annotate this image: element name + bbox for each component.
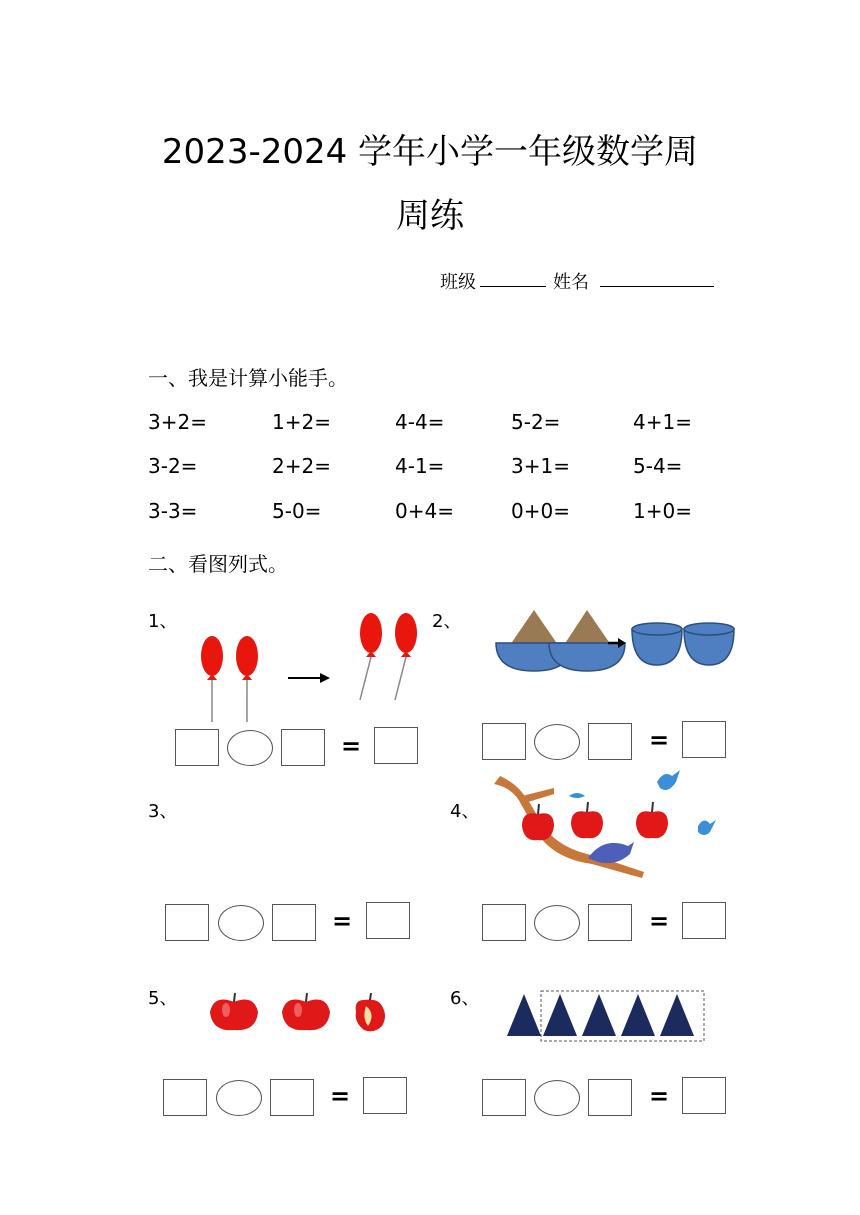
answer-box[interactable] [588,723,632,760]
bowl-icon [549,610,625,671]
bird-icon [569,793,585,798]
answer-box[interactable] [366,902,410,939]
answer-box[interactable] [482,1079,526,1116]
equals-sign: = [649,1082,670,1110]
answer-box[interactable] [682,721,726,758]
answer-box[interactable] [363,1077,407,1114]
equation-r1c5: 4+1= [633,410,692,434]
branch-icon [494,776,644,878]
problem6-number: 6、 [450,988,480,1009]
equation-r1c2: 1+2= [272,410,331,434]
equals-sign: = [330,1082,351,1110]
problem3-number: 3、 [148,801,178,822]
triangle-icon [543,994,577,1036]
balloon-icon [360,613,382,700]
bowl-icon [632,623,682,665]
answer-box[interactable] [165,904,209,941]
bird-icon [698,820,716,835]
section2-heading: 二、看图列式。 [148,552,288,576]
equation-r2c4: 3+1= [511,454,570,478]
problem2-number: 2、 [432,611,462,632]
page-title-line2: 周练 [396,196,464,236]
answer-box[interactable] [281,729,325,766]
triangle-icon [660,994,694,1036]
equation-r1c1: 3+2= [148,410,207,434]
triangle-icon [507,994,541,1036]
answer-box[interactable] [682,902,726,939]
bird-icon [588,842,634,863]
problem4-picture [492,766,722,886]
balloon-icon [236,636,258,722]
problem4-number: 4、 [450,801,480,822]
equation-r2c2: 2+2= [272,454,331,478]
answer-box[interactable] [270,1079,314,1116]
answer-box[interactable] [588,904,632,941]
equation-r3c4: 0+0= [511,499,570,523]
problem1-picture [190,630,430,730]
equation-r3c2: 5-0= [272,499,322,523]
answer-box[interactable] [588,1079,632,1116]
equation-r3c5: 1+0= [633,499,692,523]
answer-box[interactable] [374,727,418,764]
name-label: 姓名 [553,272,589,293]
answer-box[interactable] [682,1077,726,1114]
answer-box[interactable] [272,904,316,941]
problem6-picture [505,988,710,1046]
apple-icon [210,993,258,1030]
operator-oval[interactable] [216,1080,262,1116]
arrow-icon [288,673,330,683]
equals-sign: = [649,907,670,935]
bowl-icon [684,623,734,665]
class-blank[interactable] [480,286,546,287]
problem5-picture [206,990,396,1040]
answer-box[interactable] [482,723,526,760]
page-title-line1: 2023-2024 学年小学一年级数学周 [161,132,699,172]
class-label: 班级 [440,272,476,293]
operator-oval[interactable] [227,730,273,766]
equation-r2c5: 5-4= [633,454,683,478]
balloon-icon [395,613,417,700]
balloon-icon [201,636,223,722]
problem1-number: 1、 [148,611,178,632]
operator-oval[interactable] [534,1080,580,1116]
equation-r1c4: 5-2= [511,410,561,434]
problem5-number: 5、 [148,988,178,1009]
apple-icon [636,802,668,838]
bird-icon [657,770,680,790]
equation-r1c3: 4-4= [395,410,445,434]
operator-oval[interactable] [534,724,580,760]
answer-box[interactable] [163,1079,207,1116]
triangle-icon [582,994,616,1036]
equals-sign: = [341,732,362,760]
operator-oval[interactable] [218,905,264,941]
problem2-picture [494,605,739,680]
apple-icon [571,802,603,838]
operator-oval[interactable] [534,905,580,941]
equals-sign: = [332,907,353,935]
section1-heading: 一、我是计算小能手。 [148,366,348,390]
answer-box[interactable] [482,904,526,941]
equals-sign: = [649,726,670,754]
equation-r2c1: 3-2= [148,454,198,478]
equation-r3c1: 3-3= [148,499,198,523]
triangle-icon [621,994,655,1036]
apple-icon [282,993,330,1030]
eaten-apple-icon [356,993,385,1031]
answer-box[interactable] [175,729,219,766]
equation-r3c3: 0+4= [395,499,454,523]
name-blank[interactable] [600,286,714,287]
equation-r2c3: 4-1= [395,454,445,478]
